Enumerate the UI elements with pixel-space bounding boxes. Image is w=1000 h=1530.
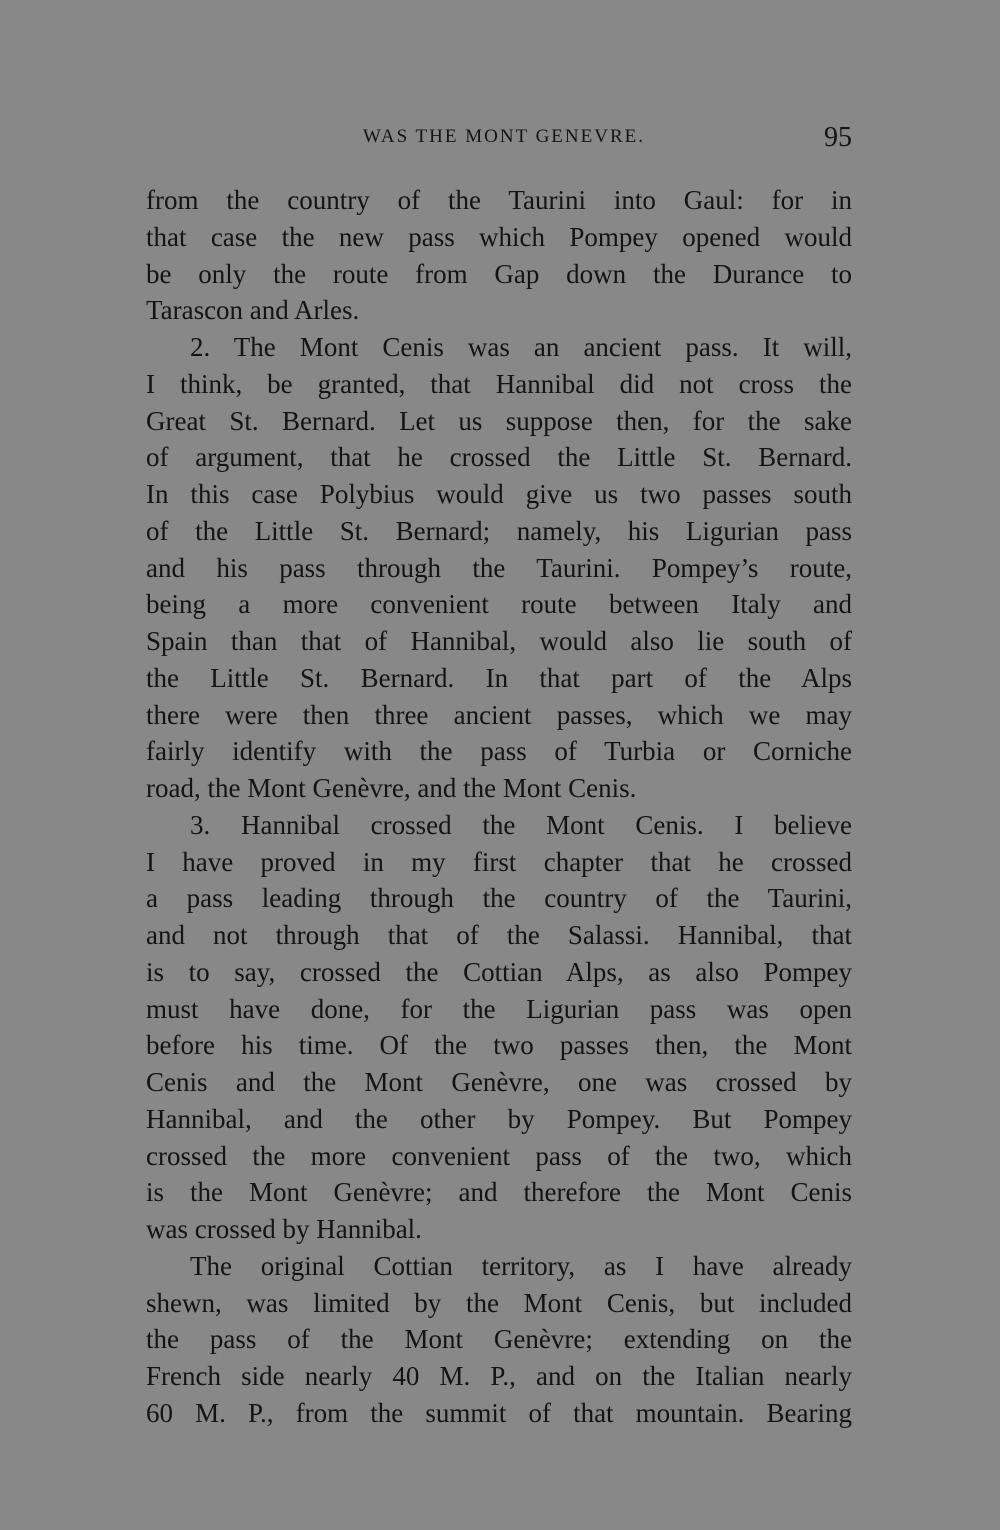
text-line: Hannibal, and the other by Pompey. But Pompey xyxy=(146,1103,852,1134)
text-line: road, the Mont Genèvre, and the Mont Cenis. xyxy=(146,773,637,803)
page-header xyxy=(146,122,852,158)
text-line: there were then three ancient passes, which we may xyxy=(146,699,852,730)
text-line: is the Mont Genèvre; and therefore the Mont Cenis xyxy=(146,1177,852,1208)
text-line: French side nearly 40 M. P., and on the Italian nearly xyxy=(146,1361,852,1391)
text-line: 3. Hannibal crossed the Mont Cenis. I believe xyxy=(190,809,852,840)
text-line: In this case Polybius would give us two passes south xyxy=(146,479,852,509)
text-line: must have done, for the Ligurian pass was open xyxy=(146,993,852,1024)
text-line: of the Little St. Bernard; namely, his Ligurian pass xyxy=(146,515,852,546)
text-line: I think, be granted, that Hannibal did not cross the xyxy=(146,368,852,399)
text-line: a pass leading through the country of the Taurini, xyxy=(146,883,852,914)
running-title: WAS THE MONT GENEVRE. xyxy=(363,126,645,147)
text-line: and not through that of the Salassi. Hannibal, that xyxy=(146,920,852,950)
text-line: fairly identify with the pass of Turbia or Corniche xyxy=(146,736,852,767)
text-line: 2. The Mont Cenis was an ancient pass. It will, xyxy=(190,332,852,362)
text-line: The original Cottian territory, as I have already xyxy=(190,1250,852,1281)
body-text xyxy=(146,182,852,1432)
text-line: being a more convenient route between Italy and xyxy=(146,589,852,620)
text-line: Great St. Bernard. Let us suppose then, for the sake xyxy=(146,405,852,436)
text-line: Spain than that of Hannibal, would also lie south of xyxy=(146,626,852,656)
text-line: of argument, that he crossed the Little St. Bernard. xyxy=(146,442,852,473)
text-line: shewn, was limited by the Mont Cenis, but included xyxy=(146,1287,852,1318)
text-line: that case the new pass which Pompey opened would xyxy=(146,221,852,252)
text-line: the Little St. Bernard. In that part of the Alps xyxy=(146,662,852,693)
page-number: 95 xyxy=(824,122,852,153)
text-line: was crossed by Hannibal. xyxy=(146,1214,422,1244)
text-line: the pass of the Mont Genèvre; extending on the xyxy=(146,1324,852,1355)
text-line: 60 M. P., from the summit of that mountain. Bearing xyxy=(146,1397,852,1428)
text-line: and his pass through the Taurini. Pompey’s route, xyxy=(146,552,852,583)
text-line: is to say, crossed the Cottian Alps, as also Pompey xyxy=(146,956,852,987)
text-line: Tarascon and Arles. xyxy=(146,295,360,326)
text-line: before his time. Of the two passes then, the Mont xyxy=(146,1030,852,1061)
text-line: be only the route from Gap down the Durance to xyxy=(146,258,852,289)
text-line: I have proved in my first chapter that he crossed xyxy=(146,846,852,877)
text-line: Cenis and the Mont Genèvre, one was crossed by xyxy=(146,1067,852,1097)
text-line: from the country of the Taurini into Gaul: for in xyxy=(146,185,852,215)
text-line: crossed the more convenient pass of the two, which xyxy=(146,1140,852,1171)
